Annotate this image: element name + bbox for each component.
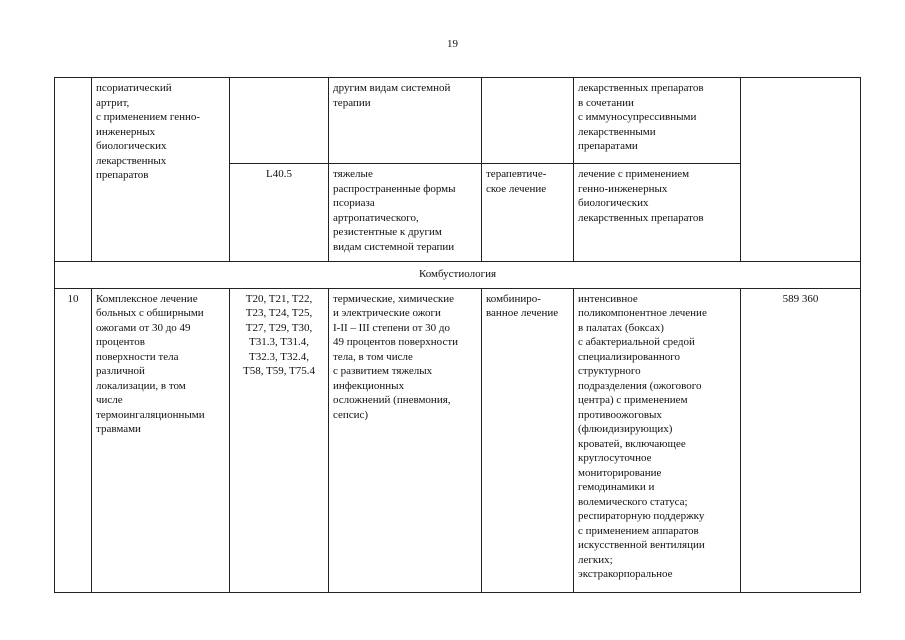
table-row-continued-a xyxy=(55,78,861,164)
cell-method-a: лекарственных препаратов в сочетании с иммуносупрессивными лекарственными препаратами xyxy=(574,78,741,164)
cell-cost-continued xyxy=(741,78,861,262)
cell-model: термические, химические и электрические ожоги I-II – III степени от 30 до 49 процентов поверхности тела, в том числе с развитием тяжелых инфекционных осложнений (пневмония, сепсис) xyxy=(329,288,482,592)
cell-method-b: лечение с применением генно-инженерных биологических лекарственных препаратов xyxy=(574,164,741,262)
cell-treatment-type-b: терапевтиче- ское лечение xyxy=(482,164,574,262)
cell-treatment-type: комбиниро- ванное лечение xyxy=(482,288,574,592)
medical-care-table xyxy=(54,77,861,593)
cell-name: Комплексное лечение больных с обширными ожогами от 30 до 49 процентов поверхности тела различной локализации, в том числе термоингаляционными травмами xyxy=(92,288,230,592)
cell-cost: 589 360 xyxy=(741,288,861,592)
section-row xyxy=(55,262,861,289)
cell-model-a: другим видам системной терапии xyxy=(329,78,482,164)
table-row-10 xyxy=(55,288,861,592)
cell-method: интенсивное поликомпонентное лечение в палатах (боксах) с абактериальной средой специализированного структурного подразделения (ожогового центра) с применением противоожоговых (флюидизирующих) кроватей, включающее круглосуточное мониторирование гемодинамики и волемического статуса; респираторную поддержку с применением аппаратов искусственной вентиляции легких; экстракорпоральное xyxy=(574,288,741,592)
cell-treatment-type-a xyxy=(482,78,574,164)
cell-no-continued xyxy=(55,78,92,262)
cell-no: 10 xyxy=(55,288,92,592)
page-number: 19 xyxy=(447,38,458,50)
cell-code-a xyxy=(230,78,329,164)
cell-codes: T20, T21, T22, T23, T24, T25, T27, T29, T30, T31.3, T31.4, T32.3, T32.4, T58, T59, T75.4 xyxy=(230,288,329,592)
cell-model-b: тяжелые распространенные формы псориаза артропатического, резистентные к другим видам системной терапии xyxy=(329,164,482,262)
cell-code-b: L40.5 xyxy=(230,164,329,262)
section-title: Комбустиология xyxy=(55,262,861,289)
cell-name-continued: псориатический артрит, с применением генно- инженерных биологических лекарственных препаратов xyxy=(92,78,230,262)
